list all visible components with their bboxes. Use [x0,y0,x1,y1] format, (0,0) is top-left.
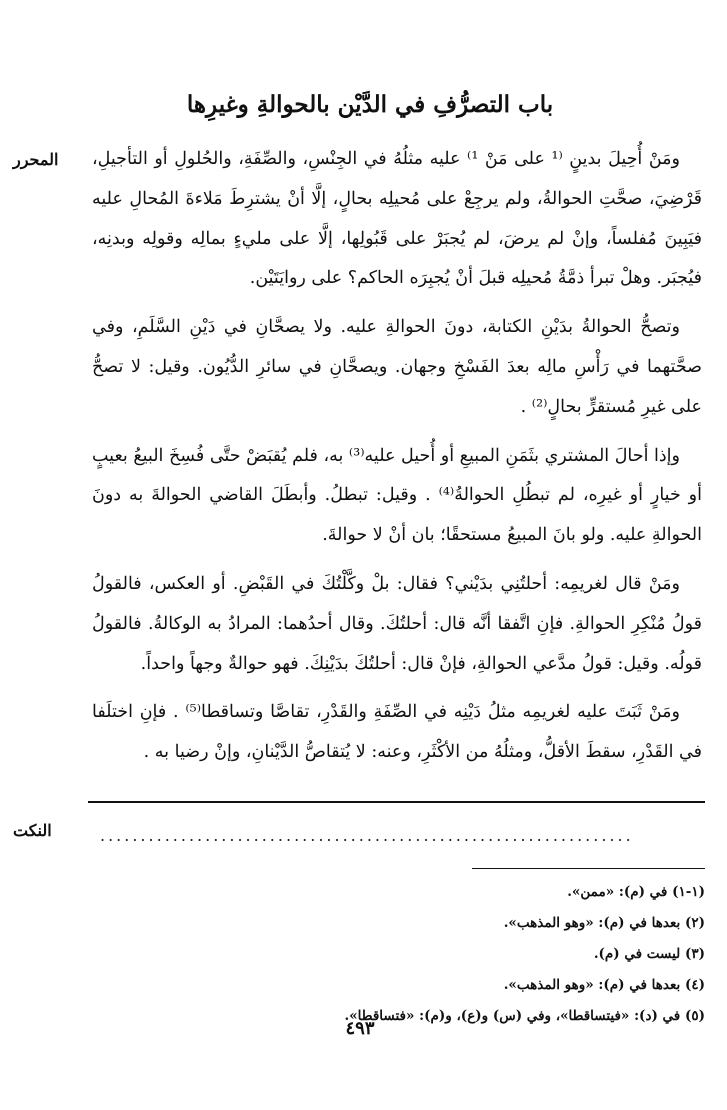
paragraph: وتصحُّ الحوالةُ بدَيْنِ الكتابة، دونَ الحوالةِ عليه. ولا يصحَّانِ في دَيْنِ السَّلَمِ، وفي صحَّتهما في رَأْسِ مالِه بعدَ الفَسْخِ وجهان. ويصحَّانِ في سائرِ الدُّيُون. وقيل: لا تصحُّ على غيرِ مُستقرٍّ بحالٍ⁽²⁾ . [92,317,702,417]
paragraph: ومَنْ ثَبَتَ عليه لغريمِه مثلُ دَيْنِه في الصِّفَةِ والقَدْرِ، تقاصَّا وتساقطا⁽⁵⁾ . فإنِ اختلَفا في القَدْرِ، سقطَ الأقلُّ، ومثلُهُ من الأكْثَرِ، وعنه: لا يُتقاصُّ الدَّيْنانِ، وإنْ رضيا به . [92,702,702,763]
main-text-body [92,140,702,782]
chapter-title: باب التصرُّفِ في الدَّيْن بالحوالةِ وغيرِها [186,91,554,118]
footnote: (١-١) في (م): «ممن». [567,884,705,900]
side-label-muharrar: المحرر [13,150,59,169]
footnote: (٥) في (د): «فيتساقطا»، وفي (س) و(ع)، و(م): «فتساقطا». [344,1008,705,1024]
side-label-nukat: النكت [13,821,52,840]
nukat-dotted-line: .................................................................. [100,826,634,845]
footnote: (٣) ليست في (م). [593,946,705,962]
paragraph: وإذا أحالَ المشتري بثَمَنِ المبيعِ أو أُحيل عليه⁽³⁾ به، فلم يُقبَضْ حتَّى فُسِخَ البيعُ بعيبٍ أو خيارٍ أو غيرِه، لم تبطُلِ الحوالةُ⁽⁴⁾ . وقيل: تبطلُ. وأبطَلَ القاضي الحوالةَ به دونَ الحوالةِ عليه. ولو بانَ المبيعُ مستحقًا؛ بان أنْ لا حوالةَ. [92,445,702,546]
paragraph: ومَنْ قال لغريمِه: أحلتُنِي بدَيْني؟ فقال: بلْ وكَّلْتُكَ في القَبْضِ. أو العكس، فالقولُ قولُ مُنْكِرِ الحوالةِ. فإنِ اتَّفقا أنَّه قال: أحلتُكَ. وقال أحدُهما: المرادُ به الوكالةُ. فالقولُ قولُه. وقيل: قولُ مدَّعي الحوالةِ، فإنْ قال: أحلتُكَ بدَيْنِكَ. فهو حوالةٌ وجهاً واحداً. [92,573,702,674]
footnote: (٢) بعدها في (م): «وهو المذهب». [503,915,705,931]
footnote-separator [472,868,705,869]
footnotes [200,877,705,1032]
page-number: ٤٩٣ [345,1018,375,1039]
paragraph: ومَنْ أُحِيلَ بدينٍ ⁽¹ على مَنْ ¹⁾ عليه مثلُهُ في الجِنْسِ، والصِّفَةِ، والحُلولِ أو التأجيلِ، قَرْضِيَ، صحَّتِ الحوالةُ، ولم يرجِعْ على مُحيلِه بحالٍ، إلَّا أنْ يشترِطَ مَلاءةَ المُحالِ عليه فيَبِينَ مُفلساً، وإنْ لم يرضَ، لم يُجبَرْ على قَبُولِها، إلَّا على مليءٍ بمالِه وقولِه وبدنِه، فيُجبَر. وهلْ تبرأ ذمَّةُ مُحيلِه قبلَ أنْ يُجبِرَه الحاكم؟ على روايَتَيْن. [92,149,702,289]
footnote: (٤) بعدها في (م): «وهو المذهب». [503,977,705,993]
section-divider [88,801,705,803]
